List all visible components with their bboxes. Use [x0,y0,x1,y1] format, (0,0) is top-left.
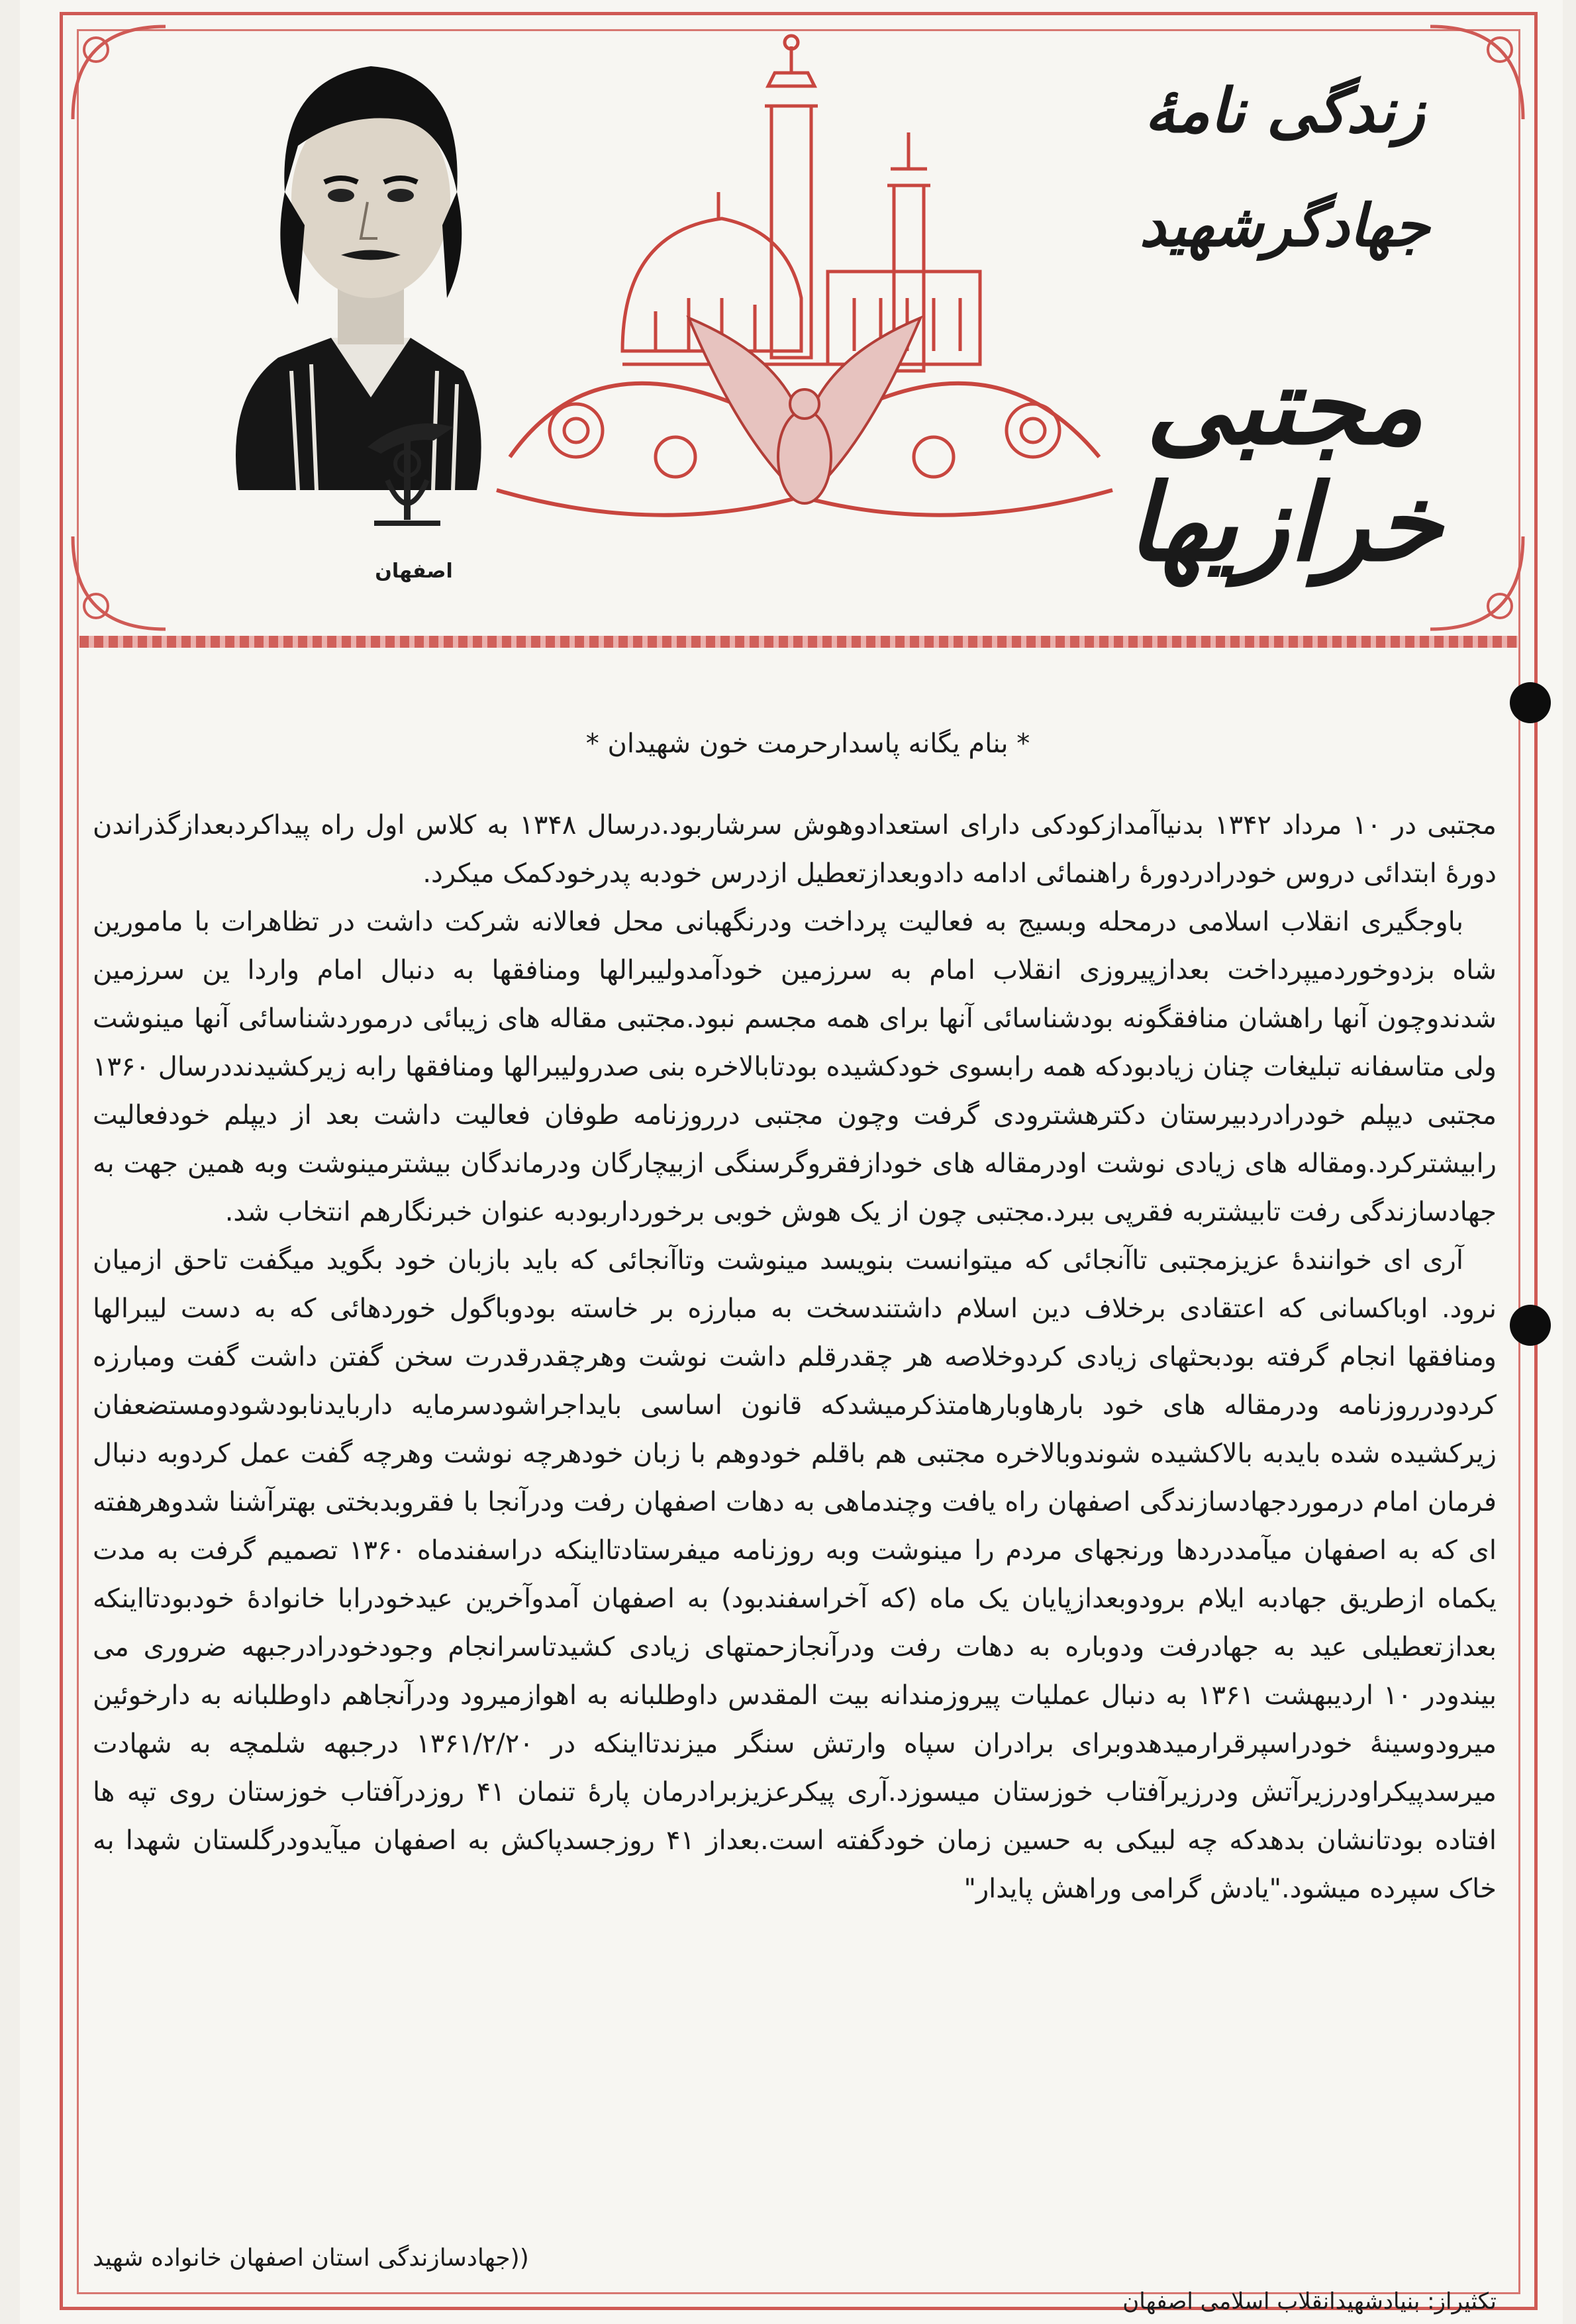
header-divider-band [79,636,1518,648]
invocation-heading: * بنام یگانه پاسدارحرمت خون شهیدان * [585,729,1030,759]
paragraph-2: باوجگیری انقلاب اسلامی درمحله وبسیج به فعالیت پرداخت ودرنگهبانی محل فعالانه شرکت داشت در تظاهرات با مامورین شاه بزدوخوردمیپرداخت بعدازپیروزی انقلاب امام به سرزمین خودآمدولیبرالها ومنافقها به دنبال امام واردا ین سرزمین شدندوچون آنها راهشان منافقگونه بودشناسائی آنها برای همه مجسم نبود.مجتبی مقاله های زیبائی درموردشناسائی آنها مینوشت ولی متاسفانه تبلیغات چنان زیادبودکه همه رابسوی خودکشیده بودتابالاخره بنی صدرولیبرالها ومنافقها رابه زیرکشیدنددرسال ۱۳۶۰ مجتبی دیپلم خودرادردبیرستان دکترهشترودی گرفت وچون مجتبی درروزنامه طوفان فعالیت داشت بعد از دیپلم خودفعالیت رابیشترکرد.ومقاله های زیادی نوشت اودرمقاله های خودازفقروگرسنگی ازبیچارگان ودرماندگان بیشترمینوشت وبه همین جهت به جهادسازندگی رفت تابیشتربه فقرپی ببرد.مجتبی چون از یک هوش خوبی برخورداربودبه عنوان خبرنگارهم انتخاب شد. [93,907,1497,1227]
corner-ornament-top-left [66,20,172,126]
biography-body [93,801,1497,2225]
reproduction-credit: تکثیراز: بنیادشهیدانقلاب اسلامی اصفهان [1122,2288,1497,2315]
document-sheet [20,0,1563,2324]
title-role: جهادگرشهید [1139,191,1430,260]
irgc-emblem-icon [354,401,460,533]
shrine-dove-illustration [457,33,1152,550]
paragraph-3: آری ای خوانندهٔ عزیزمجتبی تاآنجائی که میتوانست بنویسد مینوشت وتاآنجائی که باید بازبان خود بگوید میگفت تاحق ازمیان نرود. اوباکسانی که اعتقادی برخلاف دین اسلام داشتندسخت به مبارزه بر خاسته بودوباگول خوردهائی که به دست لیبرالها ومنافقها انجام گرفته بودبحثهای زیادی کردوخلاصه هر چقدرقلم داشت نوشت وهرچقدرقدرت سخن گفتن داشت گفت ومبارزه کردودرروزنامه ودرمقاله های خود بارهاوبارهامتذکرمیشدکه قانون اساسی بایداجراشودسرمایه داربایدنابودشودومستضعفان زیرکشیده شده بایدبه بالاکشیده شوندوبالاخره مجتبی هم باقلم خودوهم با زبان خودهرچه نوشت وهرچه گفت عمل کردوبه دنبال فرمان امام درموردجهادسازندگی اصفهان راه یافت وچندماهی به دهات اصفهان رفت ودرآنجا با فقروبدبختی بهترآشنا شدوهرهفته ای که به اصفهان میآمددردها ورنجهای مردم را مینوشت وبه روزنامه میفرستادتااینکه دراسفندماه ۱۳۶۰ تصمیم گرفت به مدت یکماه ازطریق جهادبه ایلام برودوبعدازپایان یک ماه (که آخراسفندبود) به اصفهان آمدوآخرین عیدخودرابا خانوادهٔ خودبودتااینکه بعدازتعطیلی عید به جهادرفت ودوباره به دهات رفت ودرآنجازحمتهای زیادی کشیدتاسرانجام وجودخودرادرجبهه ضروری می بیندودر ۱۰ اردیبهشت ۱۳۶۱ به دنبال عملیات پیروزمندانه بیت المقدس داوطلبانه به اهوازمیرود ودرآنجاهم داوطلبانه به دارخوئین میرودوسینهٔ خودراسپرقرارمیدهدوبرای برادران سپاه وارتش سنگر میزندتااینکه در ۱۳۶۱/۲/۲۰ درجبهه شلمچه به شهادت میرسدپیکراودرزیرآتش ودرزیرآفتاب خوزستان میسوزد.آری پیکرعزیزبرادرمان پارهٔ تنمان ۴۱ روزدرآفتاب خوزستان روی تپه ها افتاده بودتانشان بدهدکه چه لبیکی به حسین زمان خودگفته است.بعداز ۴۱ روزجسدپاکش به اصفهان میآیدودرگلستان شهدا به خاک سپرده میشود."یادش گرامی وراهش پایدار" [93,1245,1497,1904]
corner-ornament-mid-left [66,530,172,636]
paragraph-1: مجتبی در ۱۰ مرداد ۱۳۴۲ بدنیاآمدازکودکی دارای استعدادوهوش سرشاربود.درسال ۱۳۴۸ به کلاس اول راه پیداکردبعدازگذراندن دورهٔ ابتدائی دروس خودرادردورهٔ راهنمائی ادامه دادوبعدازتعطیل ازدرس خودبه پدرخودکمک میکرد. [93,810,1497,889]
punch-hole-upper [1510,682,1551,723]
signature-note: ((جهادسازندگی استان اصفهان خانواده شهید [93,2245,529,2272]
city-label: اصفهان [375,560,453,583]
punch-hole-lower [1510,1305,1551,1346]
title-block [1079,60,1490,589]
martyr-name: مجتبی خرازیها [1127,344,1442,585]
title-biography: زندگی نامهٔ [1144,75,1425,146]
